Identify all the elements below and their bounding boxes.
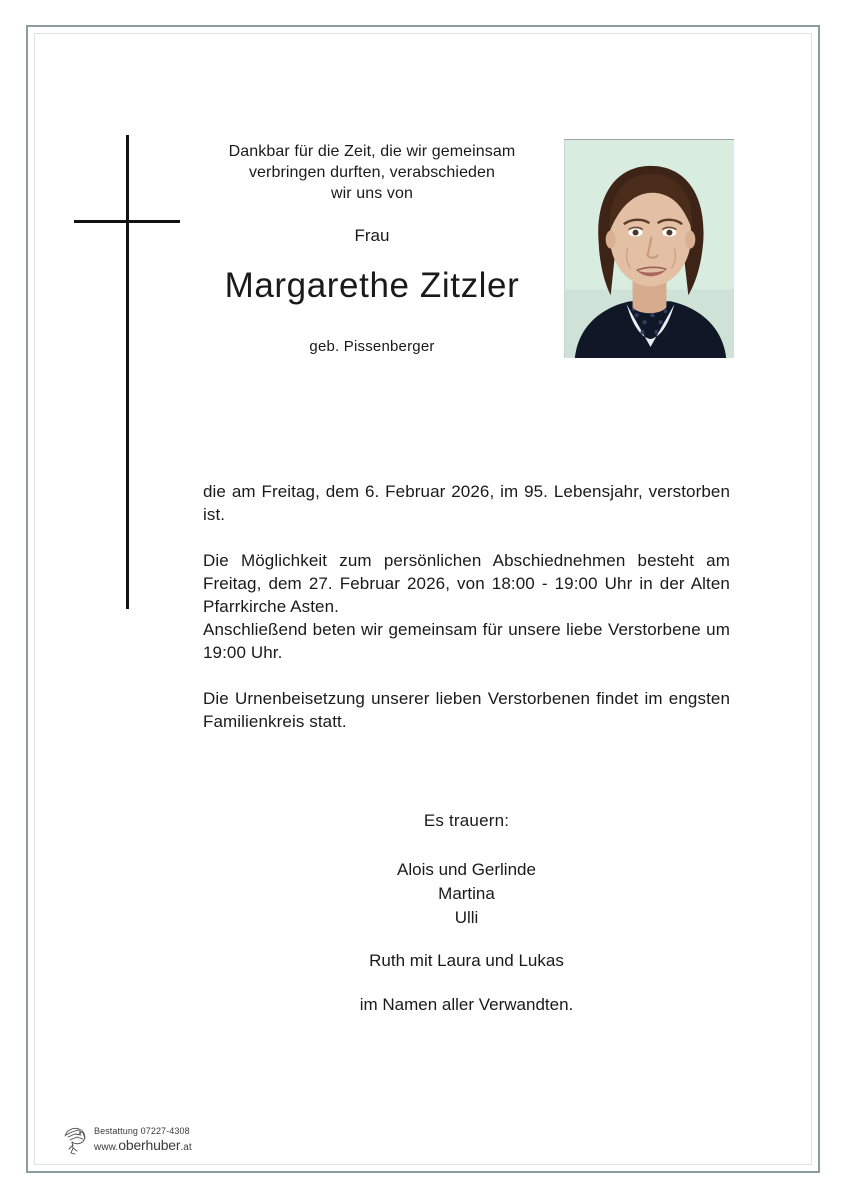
funeral-home-details	[94, 1127, 192, 1153]
intro-line-3: wir uns von	[330, 185, 414, 202]
body-text	[203, 480, 730, 733]
website-prefix: www.	[94, 1142, 119, 1153]
mourners-primary-group	[203, 858, 730, 930]
mourners-section	[203, 811, 730, 1015]
body-paragraph-burial: Die Urnenbeisetzung unserer lieben Verstorbenen findet im engsten Familienkreis statt.	[203, 689, 730, 731]
deceased-name: Margarethe Zitzler	[224, 266, 520, 305]
mourner-line-1: Alois und Gerlinde	[397, 860, 536, 879]
funeral-home-footer	[60, 1124, 192, 1156]
mourner-line-3: Ulli	[454, 908, 479, 927]
website-suffix: .at	[180, 1142, 192, 1153]
funeral-home-phone: Bestattung 07227-4308	[94, 1126, 190, 1136]
body-paragraph-death: die am Freitag, dem 6. Februar 2026, im 95. Lebensjahr, verstorben ist.	[203, 482, 730, 524]
intro-line-2: verbringen durften, verabschieden	[248, 164, 496, 181]
salutation: Frau	[354, 226, 390, 245]
funeral-home-website[interactable]	[94, 1138, 192, 1153]
mourners-closing: im Namen aller Verwandten.	[359, 995, 574, 1014]
intro-line-1: Dankbar für die Zeit, die wir gemeinsam	[228, 143, 516, 160]
maiden-name: geb. Pissenberger	[309, 338, 435, 355]
dove-emblem-icon	[60, 1124, 90, 1156]
mourner-line-2: Martina	[438, 884, 495, 903]
cross-horizontal-bar	[74, 220, 180, 223]
intro-verse	[186, 141, 558, 204]
mourners-additional: Ruth mit Laura und Lukas	[369, 951, 564, 970]
body-paragraph-farewell: Die Möglichkeit zum persönlichen Abschiednehmen besteht am Freitag, dem 27. Februar 2026, von 18:00 - 19:00 Uhr in der Alten Pfarrkirche Asten.	[203, 551, 730, 616]
deceased-portrait-photo	[564, 139, 734, 358]
body-paragraph-prayer: Anschließend beten wir gemeinsam für unsere liebe Verstorbene um 19:00 Uhr.	[203, 620, 730, 662]
cross-vertical-bar	[126, 135, 129, 609]
website-brand: oberhuber	[118, 1137, 181, 1153]
mourners-heading: Es trauern:	[423, 811, 510, 830]
